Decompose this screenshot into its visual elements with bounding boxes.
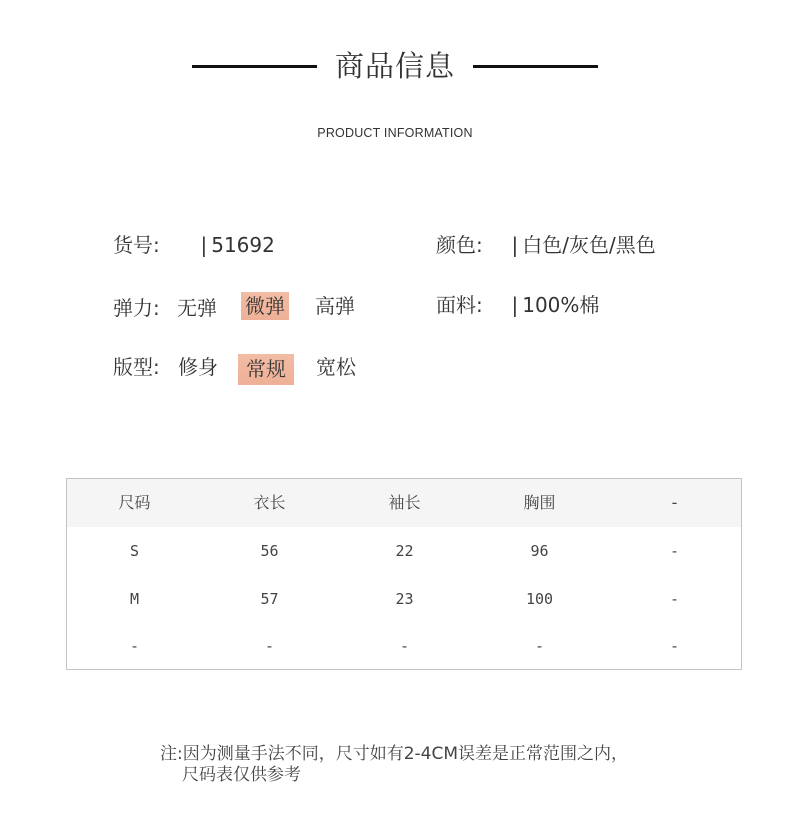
elasticity-option-none: 无弹 bbox=[177, 296, 217, 320]
attr-fabric bbox=[436, 291, 599, 319]
cell-size: M bbox=[129, 590, 140, 608]
cell-chest: 100 bbox=[525, 590, 554, 608]
elasticity-option-slight: 微弹 bbox=[241, 292, 289, 320]
attr-fabric-value: 100%棉 bbox=[522, 293, 600, 317]
elasticity-option-high: 高弹 bbox=[315, 294, 355, 318]
page-title: 商品信息 bbox=[334, 49, 455, 83]
cell-chest: - bbox=[534, 637, 545, 655]
attr-elasticity-label: 弹力: bbox=[113, 296, 160, 320]
cell-length: - bbox=[264, 637, 275, 655]
header-chest: 胸围 bbox=[523, 493, 556, 512]
note-line-2: 尺码表仅供参考 bbox=[182, 765, 301, 785]
attr-item-no-value: 51692 bbox=[211, 233, 275, 257]
size-table bbox=[66, 478, 742, 670]
cell-sleeve: 22 bbox=[395, 542, 414, 560]
cell-length: 57 bbox=[260, 590, 279, 608]
cell-extra: - bbox=[669, 637, 680, 655]
note-line-1: 注:因为测量手法不同，尺寸如有2-4CM误差是正常范围之内， bbox=[160, 744, 629, 764]
cell-sleeve: 23 bbox=[395, 590, 414, 608]
attr-fit-label: 版型: bbox=[113, 355, 160, 379]
fit-option-loose: 宽松 bbox=[316, 355, 356, 379]
cell-extra: - bbox=[669, 542, 680, 560]
cell-chest: 96 bbox=[530, 542, 549, 560]
fit-option-regular: 常规 bbox=[238, 354, 294, 385]
page-subtitle: PRODUCT INFORMATION bbox=[317, 126, 473, 140]
cell-length: 56 bbox=[260, 542, 279, 560]
attr-color bbox=[436, 231, 656, 259]
table-row bbox=[67, 622, 741, 670]
cell-extra: - bbox=[669, 590, 680, 608]
attr-fabric-label: 面料: bbox=[436, 293, 483, 317]
title-divider-right bbox=[473, 65, 598, 68]
section-title bbox=[0, 44, 790, 90]
separator: | bbox=[511, 233, 519, 257]
header-size: 尺码 bbox=[118, 493, 151, 512]
cell-sleeve: - bbox=[399, 637, 410, 655]
separator: | bbox=[200, 233, 208, 257]
table-header bbox=[67, 479, 741, 527]
table-row bbox=[67, 527, 741, 575]
attr-item-no bbox=[113, 231, 275, 259]
cell-size: - bbox=[129, 637, 140, 655]
separator: | bbox=[511, 293, 519, 317]
table-row bbox=[67, 575, 741, 623]
header-length: 衣长 bbox=[253, 493, 286, 512]
header-extra: - bbox=[671, 493, 678, 512]
title-divider-left bbox=[192, 65, 317, 68]
header-sleeve: 袖长 bbox=[388, 493, 421, 512]
attr-color-label: 颜色: bbox=[436, 233, 483, 257]
attr-color-value: 白色/灰色/黑色 bbox=[522, 233, 656, 257]
measurement-note bbox=[160, 744, 628, 786]
fit-option-slim: 修身 bbox=[178, 355, 218, 379]
cell-size: S bbox=[129, 542, 140, 560]
attr-item-no-label: 货号: bbox=[113, 233, 160, 257]
